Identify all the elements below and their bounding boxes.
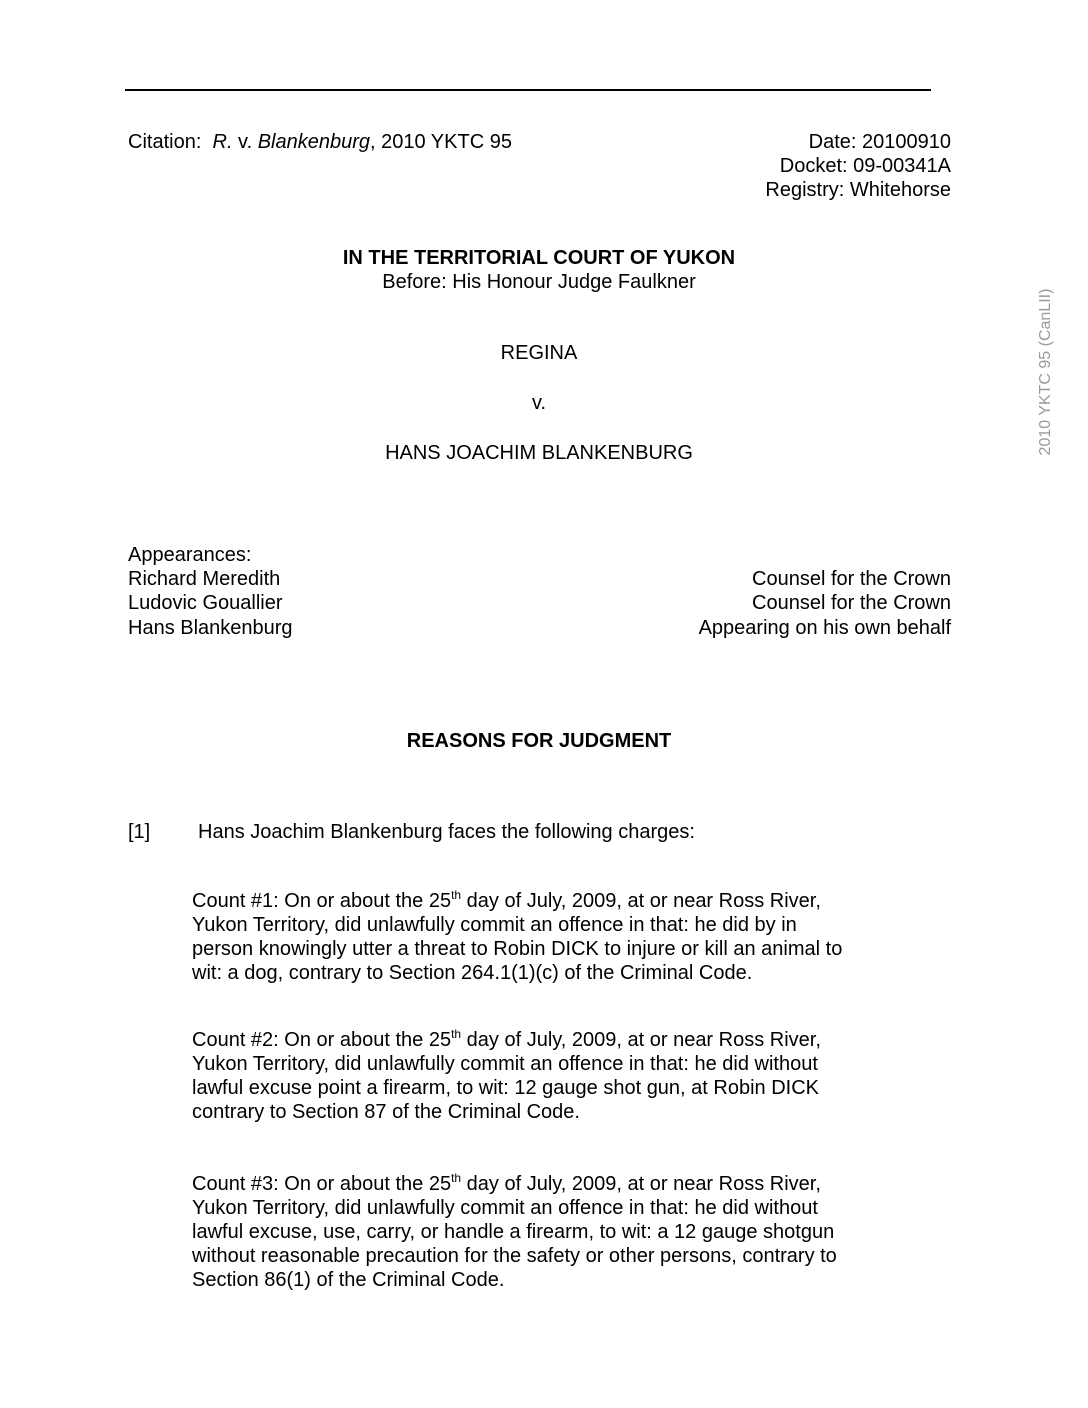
appearance-role: Counsel for the Crown bbox=[752, 592, 951, 614]
canlii-watermark: 2010 YKTC 95 (CanLII) bbox=[1037, 288, 1054, 456]
appearance-name: Ludovic Gouallier bbox=[128, 592, 283, 614]
count-line: Section 86(1) of the Criminal Code. bbox=[192, 1269, 505, 1291]
count-superscript: th bbox=[451, 1027, 462, 1041]
count-superscript: th bbox=[451, 1171, 462, 1185]
count-line: Yukon Territory, did unlawfully commit an offence in that: he did without bbox=[192, 1197, 818, 1219]
docket-line: Docket: 09-00341A bbox=[779, 155, 951, 177]
citation-rest: , 2010 YKTC 95 bbox=[370, 131, 512, 153]
court-before: Before: His Honour Judge Faulkner bbox=[382, 271, 696, 293]
date-line: Date: 20100910 bbox=[808, 131, 951, 153]
count-line bbox=[192, 1028, 912, 1052]
count-line bbox=[192, 889, 912, 913]
citation-case-r: R. bbox=[212, 131, 233, 153]
count-line: Yukon Territory, did unlawfully commit an offence in that: he did without bbox=[192, 1053, 818, 1075]
count-line: lawful excuse, use, carry, or handle a firearm, to wit: a 12 gauge shotgun bbox=[192, 1221, 835, 1243]
citation bbox=[128, 130, 512, 154]
count-text: day of July, 2009, at or near Ross River, bbox=[461, 1173, 821, 1195]
count-line: person knowingly utter a threat to Robin DICK to injure or kill an animal to bbox=[192, 938, 843, 960]
party-plaintiff: REGINA bbox=[500, 342, 578, 364]
count-line: contrary to Section 87 of the Criminal Code. bbox=[192, 1101, 580, 1123]
appearance-name: Hans Blankenburg bbox=[128, 617, 293, 639]
registry-line: Registry: Whitehorse bbox=[765, 179, 951, 201]
appearances-heading: Appearances: bbox=[128, 544, 252, 566]
count-text: Count #3: On or about the 25 bbox=[192, 1173, 452, 1195]
count-1 bbox=[192, 889, 912, 985]
count-3 bbox=[192, 1172, 912, 1292]
court-name: IN THE TERRITORIAL COURT OF YUKON bbox=[342, 247, 736, 269]
count-superscript: th bbox=[451, 888, 462, 902]
count-text: day of July, 2009, at or near Ross River, bbox=[461, 890, 821, 912]
citation-label: Citation: bbox=[128, 131, 202, 153]
judgment-title: REASONS FOR JUDGMENT bbox=[406, 730, 672, 752]
count-line: without reasonable precaution for the safety or other persons, contrary to bbox=[192, 1245, 837, 1267]
count-line: Yukon Territory, did unlawfully commit an offence in that: he did by in bbox=[192, 914, 797, 936]
appearance-role: Counsel for the Crown bbox=[752, 568, 951, 590]
top-rule bbox=[125, 89, 931, 91]
count-2 bbox=[192, 1028, 912, 1124]
paragraph-text: Hans Joachim Blankenburg faces the following charges: bbox=[198, 821, 695, 843]
appearance-role: Appearing on his own behalf bbox=[698, 617, 951, 639]
count-text: Count #1: On or about the 25 bbox=[192, 890, 452, 912]
count-line bbox=[192, 1172, 912, 1196]
party-versus: v. bbox=[531, 392, 547, 414]
count-line: wit: a dog, contrary to Section 264.1(1)(c) of the Criminal Code. bbox=[192, 962, 753, 984]
citation-case-v: v. bbox=[232, 131, 258, 153]
citation-case-name: Blankenburg bbox=[257, 131, 370, 153]
appearance-name: Richard Meredith bbox=[128, 568, 281, 590]
party-defendant: HANS JOACHIM BLANKENBURG bbox=[385, 442, 693, 464]
paragraph-number: [1] bbox=[128, 821, 151, 843]
count-text: day of July, 2009, at or near Ross River, bbox=[461, 1029, 821, 1051]
count-line: lawful excuse point a firearm, to wit: 12 gauge shot gun, at Robin DICK bbox=[192, 1077, 820, 1099]
count-text: Count #2: On or about the 25 bbox=[192, 1029, 452, 1051]
